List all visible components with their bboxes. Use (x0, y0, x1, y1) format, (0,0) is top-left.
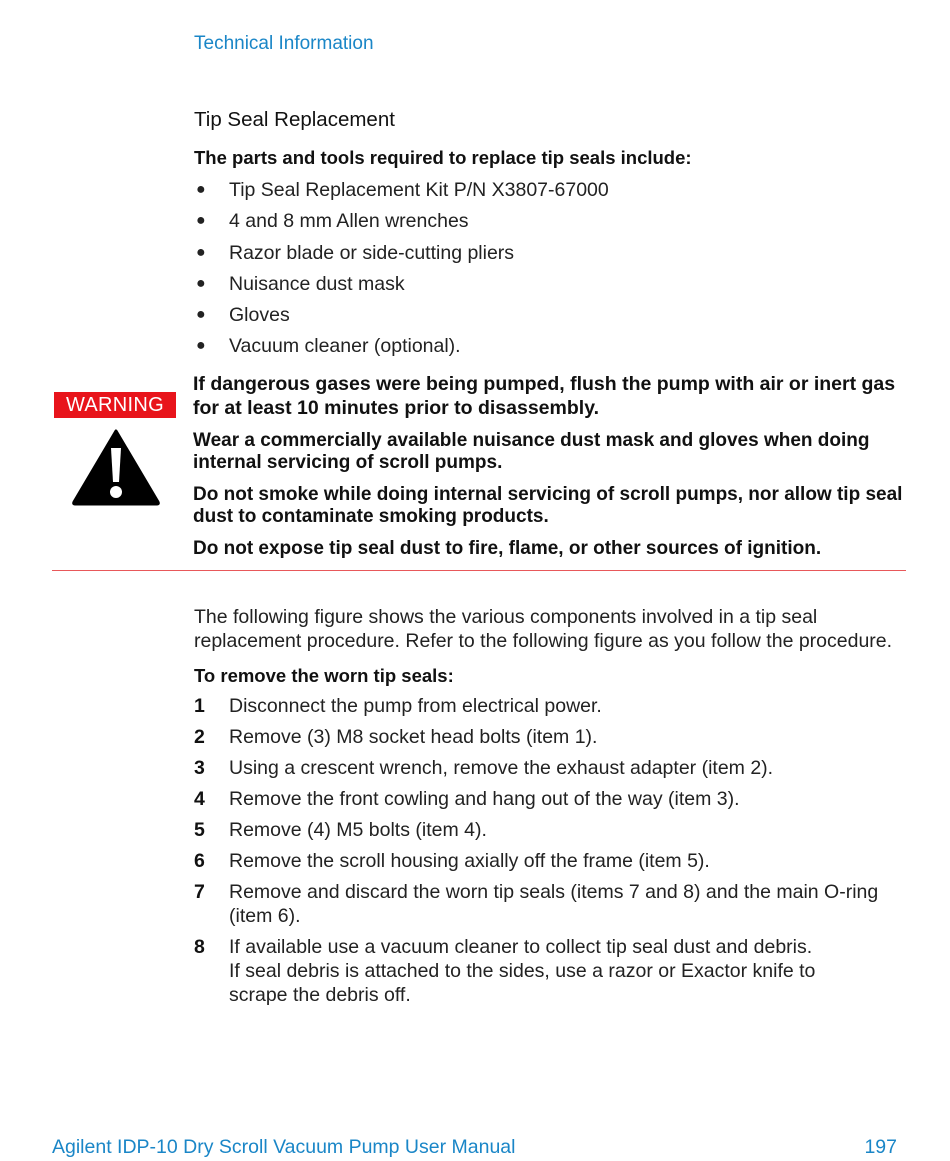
step-number: 8 (194, 936, 205, 958)
step-item (194, 818, 894, 842)
step-text: Remove the scroll housing axially off the frame (item 5). (229, 850, 710, 872)
list-item (194, 332, 894, 363)
exclamation-triangle-icon (71, 428, 161, 506)
list-item (194, 207, 894, 238)
bullet-icon: ● (196, 212, 206, 230)
list-item-text: 4 and 8 mm Allen wrenches (229, 210, 469, 233)
parts-intro: The parts and tools required to replace tip seals include: (194, 147, 692, 168)
list-item-text: Gloves (229, 304, 290, 327)
step-text: Remove the front cowling and hang out of the way (item 3). (229, 788, 740, 810)
step-text: Using a crescent wrench, remove the exhaust adapter (item 2). (229, 757, 774, 779)
warning-paragraph: Do not expose tip seal dust to fire, flame, or other sources of ignition. (193, 538, 822, 559)
step-item (194, 935, 894, 1007)
step-number: 4 (194, 788, 205, 810)
list-item-text: Vacuum cleaner (optional). (229, 335, 461, 358)
step-item (194, 880, 894, 928)
step-text: Remove (4) M5 bolts (item 4). (229, 819, 487, 841)
step-item (194, 849, 894, 873)
page-header-title: Technical Information (194, 33, 374, 54)
list-item-text: Tip Seal Replacement Kit P/N X3807-67000 (229, 179, 609, 201)
step-number: 1 (194, 695, 205, 717)
warning-paragraph: Do not smoke while doing internal servicing of scroll pumps, nor allow tip seal dust to contaminate smoking products. (193, 484, 903, 527)
step-number: 2 (194, 726, 205, 748)
section-divider (52, 570, 906, 571)
bullet-icon: ● (196, 306, 206, 324)
list-item (194, 176, 894, 207)
section-title: Tip Seal Replacement (194, 108, 395, 131)
list-item (194, 239, 894, 270)
step-text-continued: If seal debris is attached to the sides, use a razor or Exactor knife to scrape the debris off. (229, 960, 816, 1006)
footer-manual-title: Agilent IDP-10 Dry Scroll Vacuum Pump User Manual (52, 1136, 516, 1158)
intro-paragraph: The following figure shows the various components involved in a tip seal replacement procedure. Refer to the following figure as you follow the procedure. (194, 606, 893, 652)
list-item (194, 270, 894, 301)
step-text: Remove (3) M8 socket head bolts (item 1). (229, 726, 598, 748)
procedure-title: To remove the worn tip seals: (194, 665, 454, 686)
step-number: 3 (194, 757, 205, 779)
step-item (194, 725, 894, 749)
list-item-text: Nuisance dust mask (229, 272, 405, 295)
procedure-steps (194, 694, 894, 1007)
step-number: 7 (194, 881, 205, 903)
footer-page-number: 197 (864, 1136, 897, 1158)
warning-badge: WARNING (54, 392, 176, 418)
bullet-icon: ● (196, 243, 206, 261)
bullet-icon: ● (196, 181, 206, 198)
step-text: If available use a vacuum cleaner to collect tip seal dust and debris. (229, 936, 813, 958)
warning-text-block (193, 372, 908, 570)
step-number: 5 (194, 819, 205, 841)
warning-paragraph: If dangerous gases were being pumped, flush the pump with air or inert gas for at least 10 minutes prior to disassembly. (193, 373, 896, 419)
warning-paragraph: Wear a commercially available nuisance dust mask and gloves when doing internal servicing of scroll pumps. (193, 430, 870, 473)
step-item (194, 694, 894, 718)
step-text: Disconnect the pump from electrical power. (229, 695, 602, 717)
step-number: 6 (194, 850, 205, 872)
step-text: Remove and discard the worn tip seals (items 7 and 8) and the main O-ring (item 6). (229, 881, 879, 927)
bullet-icon: ● (196, 337, 206, 355)
list-item (194, 301, 894, 332)
list-item-text: Razor blade or side-cutting pliers (229, 241, 515, 264)
bullet-icon: ● (196, 274, 206, 292)
parts-list (194, 176, 894, 364)
step-item (194, 756, 894, 780)
step-item (194, 787, 894, 811)
